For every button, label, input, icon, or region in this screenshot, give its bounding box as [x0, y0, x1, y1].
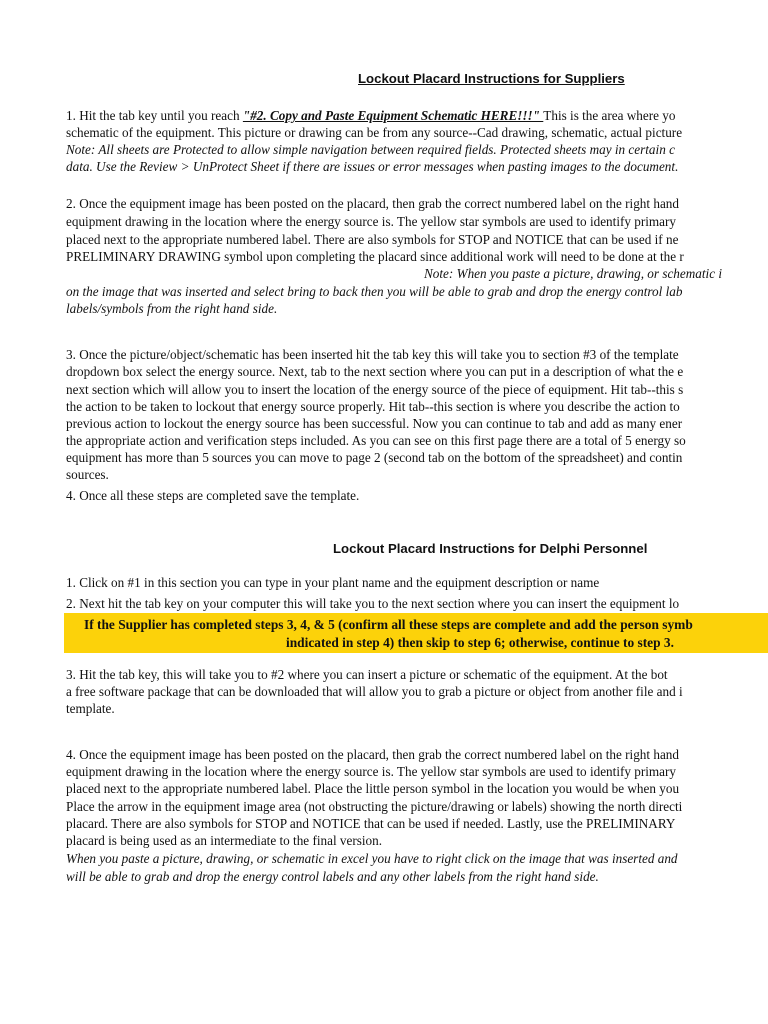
- delphi-step3-line3: template.: [66, 701, 115, 716]
- supplier-step3-line5: previous action to lockout the energy source has been successful. Now you can continue to tab and add as many ener: [66, 416, 683, 431]
- delphi-step4-line3: placed next to the appropriate numbered label. Place the little person symbol in the location you would be when you: [66, 781, 680, 796]
- supplier-heading: Lockout Placard Instructions for Suppliers: [358, 71, 625, 86]
- supplier-step3-line6: the appropriate action and verification steps included. As you can see on this first page there are a total of 5 energy so: [66, 433, 686, 448]
- delphi-step4-line4: Place the arrow in the equipment image area (not obstructing the picture/drawing or labels) showing the north directi: [66, 799, 683, 814]
- supplier-step2-note: Note: When you paste a picture, drawing, or schematic i: [424, 266, 723, 281]
- supplier-step1-text-b: This is the area where yo: [543, 108, 676, 123]
- delphi-step2: 2. Next hit the tab key on your computer this will take you to the next section where you can insert the equipment lo: [66, 596, 680, 611]
- supplier-step2-line4: PRELIMINARY DRAWING symbol upon completing the placard since additional work will need to be done at the r: [66, 249, 684, 264]
- supplier-step1-line2: schematic of the equipment. This picture or drawing can be from any source--Cad drawing, schematic, actual picture: [66, 125, 683, 140]
- supplier-step3-line8: sources.: [66, 467, 109, 482]
- supplier-step2-line6: on the image that was inserted and select bring to back then you will be able to grab and drop the energy control lab: [66, 284, 683, 299]
- supplier-step3-line2: dropdown box select the energy source. Next, tab to the next section where you can put in a description of what the e: [66, 364, 684, 379]
- delphi-step1: 1. Click on #1 in this section you can type in your plant name and the equipment description or name: [66, 575, 600, 590]
- supplier-completed-banner: [64, 613, 768, 653]
- supplier-step4: 4. Once all these steps are completed save the template.: [66, 488, 360, 503]
- supplier-step3-line7: equipment has more than 5 sources you can move to page 2 (second tab on the bottom of the spreadsheet) and contin: [66, 450, 683, 465]
- banner-line2: indicated in step 4) then skip to step 6; otherwise, continue to step 3.: [286, 635, 674, 650]
- supplier-step3-line1: 3. Once the picture/object/schematic has been inserted hit the tab key this will take you to section #3 of the template: [66, 347, 679, 362]
- supplier-step1-reference: "#2. Copy and Paste Equipment Schematic HERE!!!": [242, 108, 544, 123]
- supplier-step2-line1: 2. Once the equipment image has been posted on the placard, then grab the correct numbered label on the right hand: [66, 196, 679, 211]
- supplier-step1-text-a: 1. Hit the tab key until you reach: [66, 108, 243, 123]
- delphi-step4-line8: will be able to grab and drop the energy control labels and any other labels from the right hand side.: [66, 869, 599, 884]
- delphi-step4-line7: When you paste a picture, drawing, or schematic in excel you have to right click on the image that was inserted and: [66, 851, 678, 866]
- delphi-step4-line6: placard is being used as an intermediate to the final version.: [66, 833, 383, 848]
- delphi-step3-line2: a free software package that can be downloaded that will allow you to grab a picture or object from another file and i: [66, 684, 683, 699]
- supplier-step2-line3: placed next to the appropriate numbered label. There are also symbols for STOP and NOTICE that can be used if ne: [66, 232, 679, 247]
- supplier-step3-line3: next section which will allow you to insert the location of the energy source of the piece of equipment. Hit tab--this s: [66, 382, 684, 397]
- supplier-step3-line4: the action to be taken to lockout that energy source properly. Hit tab--this section is where you describe the action to: [66, 399, 680, 414]
- banner-line1: If the Supplier has completed steps 3, 4, & 5 (confirm all these steps are complete and add the person symb: [84, 617, 693, 632]
- delphi-heading: Lockout Placard Instructions for Delphi Personnel: [333, 541, 648, 556]
- supplier-step1-note1: Note: All sheets are Protected to allow simple navigation between required fields. Protected sheets may in certain c: [66, 142, 675, 157]
- delphi-step4-line5: placard. There are also symbols for STOP and NOTICE that can be used if needed. Lastly, use the PRELIMINARY: [66, 816, 676, 831]
- supplier-step1-line1: [66, 108, 676, 124]
- delphi-step4-line1: 4. Once the equipment image has been posted on the placard, then grab the correct numbered label on the right hand: [66, 747, 679, 762]
- delphi-step3-line1: 3. Hit the tab key, this will take you to #2 where you can insert a picture or schematic of the equipment. At the bot: [66, 667, 668, 682]
- supplier-step2-line2: equipment drawing in the location where the energy source is. The yellow star symbols are used to identify primary: [66, 214, 677, 229]
- supplier-step2-line7: labels/symbols from the right hand side.: [66, 301, 278, 316]
- delphi-step4-line2: equipment drawing in the location where the energy source is. The yellow star symbols are used to identify primary: [66, 764, 677, 779]
- supplier-step1-note2: data. Use the Review > UnProtect Sheet if there are issues or error messages when pasting images to the document.: [66, 159, 679, 174]
